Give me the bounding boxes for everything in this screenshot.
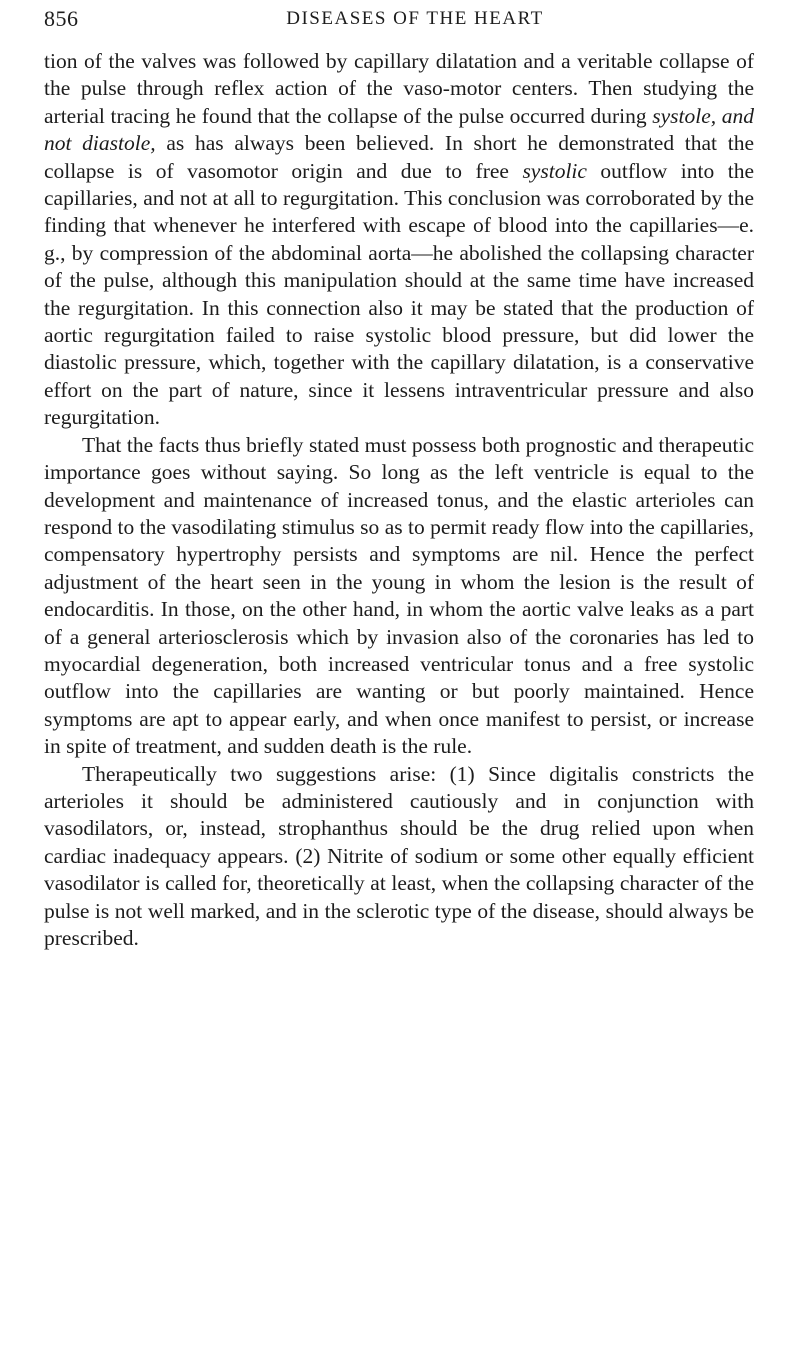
page-header — [44, 6, 756, 46]
paragraph — [44, 48, 754, 432]
running-head: DISEASES OF THE HEART — [286, 8, 544, 29]
italic-text-run: systolic — [522, 158, 587, 183]
italic-text-run: systole, and not diastole, — [44, 103, 754, 156]
text-run: tion of the valves was followed by capillary dilatation and a veritable collapse of the pulse through reflex action of the vaso-motor centers. Then studying the arterial tracing he found that the collapse of the pulse occurred during — [44, 49, 754, 128]
paragraph — [44, 432, 754, 761]
text-run: outflow into the capillaries, and not at all to regurgitation. This conclusion was corroborated by the finding that whenever he interfered with escape of blood into the capillaries—e. g., by compression of the abdominal aorta—he abolished the collapsing character of the pulse, although this manipulation should at the same time have increased the regurgitation. In this connection also it may be stated that the production of aortic regurgitation failed to raise systolic blood pressure, but did lower the diastolic pressure, which, together with the capillary dilatation, is a conservative effort on the part of nature, since it lessens intraventricular pressure and also regurgitation. — [44, 158, 754, 430]
body-text — [44, 48, 754, 952]
text-run: as has always been believed. In short he demonstrated that the collapse is of vasomotor origin and due to free — [44, 131, 754, 183]
paragraph — [44, 761, 754, 953]
text-run: Therapeutically two suggestions arise: (1) Since digitalis constricts the arterioles it should be administered cautiously and in conjunction with vasodilators, or, instead, strophanthus should be the drug relied upon when cardiac inadequacy appears. (2) Nitrite of sodium or some other equally efficient vasodilator is called for, theoretically at least, when the collapsing character of the pulse is not well marked, and in the sclerotic type of the disease, should always be prescribed. — [44, 761, 754, 950]
text-run: That the facts thus briefly stated must possess both prognostic and therapeutic importance goes without saying. So long as the left ventricle is equal to the development and maintenance of increased tonus, and the elastic arterioles can respond to the vasodilating stimulus so as to permit ready flow into the capillaries, compensatory hypertrophy persists and symptoms are nil. Hence the perfect adjustment of the heart seen in the young in whom the lesion is the result of endocarditis. In those, on the other hand, in whom the aortic valve leaks as a part of a general arteriosclerosis which by invasion also of the coronaries has led to myocardial degeneration, both increased ventricular tonus and a free systolic outflow into the capillaries are wanting or but poorly maintained. Hence symptoms are apt to appear early, and when once manifest to persist, or increase in spite of treatment, and sudden death is the rule. — [44, 432, 754, 759]
page-number: 856 — [44, 6, 79, 31]
